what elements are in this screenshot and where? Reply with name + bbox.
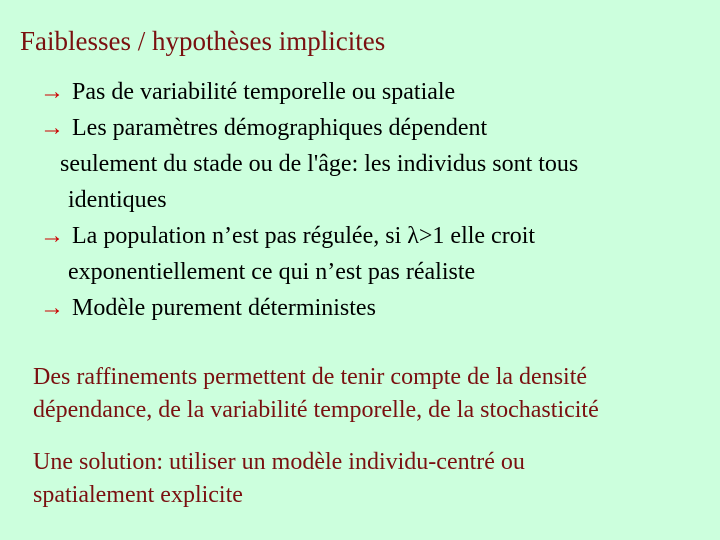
bullet-item xyxy=(40,290,700,326)
bullet-item xyxy=(40,74,700,110)
refinements-paragraph xyxy=(33,361,599,427)
bullet-text-continuation: exponentiellement ce qui n’est pas réaliste xyxy=(68,259,476,285)
right-arrow-icon: → xyxy=(40,223,64,249)
page-title: Faiblesses / hypothèses implicites xyxy=(20,26,386,56)
bullet-text: Pas de variabilité temporelle ou spatiale xyxy=(72,79,456,105)
bullet-text: Modèle purement déterministes xyxy=(72,295,376,321)
bullet-item xyxy=(40,110,700,218)
solution-paragraph xyxy=(33,446,525,512)
bullet-text-continuation: seulement du stade ou de l'âge: les individus sont tous xyxy=(60,151,579,177)
paragraph-line: Des raffinements permettent de tenir compte de la densité xyxy=(33,364,588,390)
right-arrow-icon: → xyxy=(40,115,64,141)
right-arrow-icon: → xyxy=(40,79,64,105)
bullet-list xyxy=(40,74,700,326)
right-arrow-icon: → xyxy=(40,295,64,321)
bullet-text-continuation: identiques xyxy=(68,187,167,213)
paragraph-line: spatialement explicite xyxy=(33,482,243,508)
bullet-text: Les paramètres démographiques dépendent xyxy=(72,115,488,141)
paragraph-line: dépendance, de la variabilité temporelle, de la stochasticité xyxy=(33,397,599,423)
paragraph-line: Une solution: utiliser un modèle individu-centré ou xyxy=(33,449,525,475)
bullet-text: La population n’est pas régulée, si λ>1 elle croit xyxy=(72,223,536,249)
bullet-item xyxy=(40,218,700,290)
